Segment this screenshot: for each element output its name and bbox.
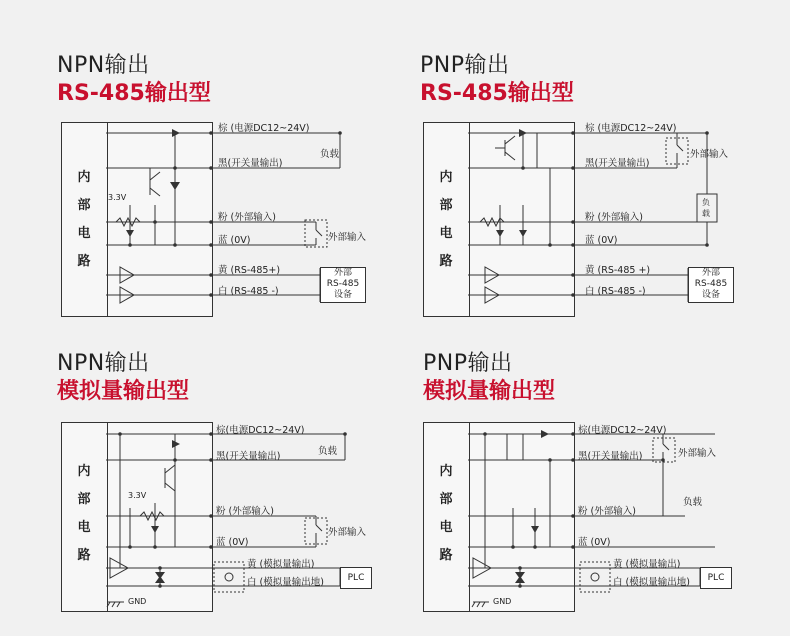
panel-pnp-analog bbox=[395, 318, 790, 636]
gnd-label: GND bbox=[128, 597, 147, 606]
device-label-line: 外部 bbox=[701, 268, 720, 278]
load-label: 负载 bbox=[318, 446, 338, 457]
voltage-label: 3.3V bbox=[108, 193, 127, 202]
wire-label-yellow: 黄 (RS-485+) bbox=[218, 265, 281, 276]
circuit-label-char: 部 bbox=[439, 198, 453, 213]
circuit-label-char: 内 bbox=[77, 464, 91, 479]
external-rs485-device bbox=[688, 267, 734, 303]
wire-label-pink: 粉 (外部输入) bbox=[585, 212, 643, 223]
circuit-label-char: 内 bbox=[439, 464, 453, 479]
external-input-label: 外部输入 bbox=[328, 232, 367, 243]
circuit-label-char: 电 bbox=[77, 520, 91, 535]
circuit-label-char: 路 bbox=[439, 254, 453, 269]
panel-title: PNP输出 bbox=[423, 351, 513, 376]
device-label-line: 设备 bbox=[333, 290, 352, 300]
wire-label-pink: 粉 (外部输入) bbox=[216, 506, 274, 517]
wire-label-black: 黑(开关量输出) bbox=[578, 451, 643, 462]
wire-label-white: 白 (模拟量输出地) bbox=[247, 577, 324, 588]
external-rs485-device bbox=[320, 267, 366, 303]
wire-label-black: 黑(开关量输出) bbox=[216, 451, 281, 462]
wiring-diagram bbox=[0, 318, 395, 636]
panel-title: NPN输出 bbox=[57, 351, 150, 376]
device-label-line: RS-485 bbox=[694, 279, 728, 289]
load-label bbox=[702, 197, 710, 219]
wire-label-yellow: 黄 (模拟量输出) bbox=[247, 559, 315, 570]
wire-label-yellow: 黄 (模拟量输出) bbox=[613, 559, 681, 570]
panel-subtitle: RS-485输出型 bbox=[57, 81, 211, 106]
circuit-label-char: 电 bbox=[439, 226, 453, 241]
panel-subtitle: 模拟量输出型 bbox=[57, 379, 190, 404]
external-input-label: 外部输入 bbox=[690, 149, 729, 160]
circuit-label-char: 电 bbox=[77, 226, 91, 241]
load-label-char: 载 bbox=[702, 209, 710, 218]
device-label-line: 外部 bbox=[333, 268, 352, 278]
plc-device: PLC bbox=[700, 567, 732, 589]
circuit-label-char: 路 bbox=[439, 548, 453, 563]
circuit-label-char: 部 bbox=[77, 492, 91, 507]
circuit-label-char: 部 bbox=[439, 492, 453, 507]
wire-label-brown: 棕 (电源DC12~24V) bbox=[585, 123, 677, 134]
load-label: 负载 bbox=[320, 149, 340, 160]
load-label: 负载 bbox=[683, 497, 703, 508]
load-label-char: 负 bbox=[702, 198, 710, 207]
wire-label-pink: 粉 (外部输入) bbox=[578, 506, 636, 517]
wire-label-blue: 蓝 (0V) bbox=[216, 537, 249, 548]
wire-label-white: 白 (RS-485 -) bbox=[585, 286, 646, 297]
wire-label-white: 白 (模拟量输出地) bbox=[613, 577, 690, 588]
panel-subtitle: 模拟量输出型 bbox=[423, 379, 556, 404]
device-label-line: RS-485 bbox=[326, 279, 360, 289]
panel-title: NPN输出 bbox=[57, 53, 150, 78]
wire-label-black: 黑(开关量输出) bbox=[218, 158, 283, 169]
wire-label-blue: 蓝 (0V) bbox=[578, 537, 611, 548]
wire-label-brown: 棕(电源DC12~24V) bbox=[578, 425, 667, 436]
gnd-label: GND bbox=[493, 597, 512, 606]
wire-label-brown: 棕(电源DC12~24V) bbox=[216, 425, 305, 436]
device-label-line: 设备 bbox=[701, 290, 720, 300]
panel-title: PNP输出 bbox=[420, 53, 510, 78]
panel-npn-analog bbox=[0, 318, 395, 636]
wire-label-pink: 粉 (外部输入) bbox=[218, 212, 276, 223]
circuit-label-char: 电 bbox=[439, 520, 453, 535]
wire-label-brown: 棕 (电源DC12~24V) bbox=[218, 123, 310, 134]
voltage-label: 3.3V bbox=[128, 491, 147, 500]
circuit-label-char: 路 bbox=[77, 548, 91, 563]
external-input-label: 外部输入 bbox=[678, 448, 717, 459]
panel-npn-rs485 bbox=[0, 0, 395, 318]
panel-subtitle: RS-485输出型 bbox=[420, 81, 574, 106]
circuit-label-char: 内 bbox=[439, 170, 453, 185]
circuit-label-char: 部 bbox=[77, 198, 91, 213]
wire-label-yellow: 黄 (RS-485 +) bbox=[585, 265, 651, 276]
circuit-label-char: 路 bbox=[77, 254, 91, 269]
wire-label-blue: 蓝 (0V) bbox=[218, 235, 251, 246]
wire-label-blue: 蓝 (0V) bbox=[585, 235, 618, 246]
panel-pnp-rs485 bbox=[395, 0, 790, 318]
external-input-label: 外部输入 bbox=[328, 527, 367, 538]
wire-label-white: 白 (RS-485 -) bbox=[218, 286, 279, 297]
circuit-label-char: 内 bbox=[77, 170, 91, 185]
wire-label-black: 黑(开关量输出) bbox=[585, 158, 650, 169]
plc-device: PLC bbox=[340, 567, 372, 589]
